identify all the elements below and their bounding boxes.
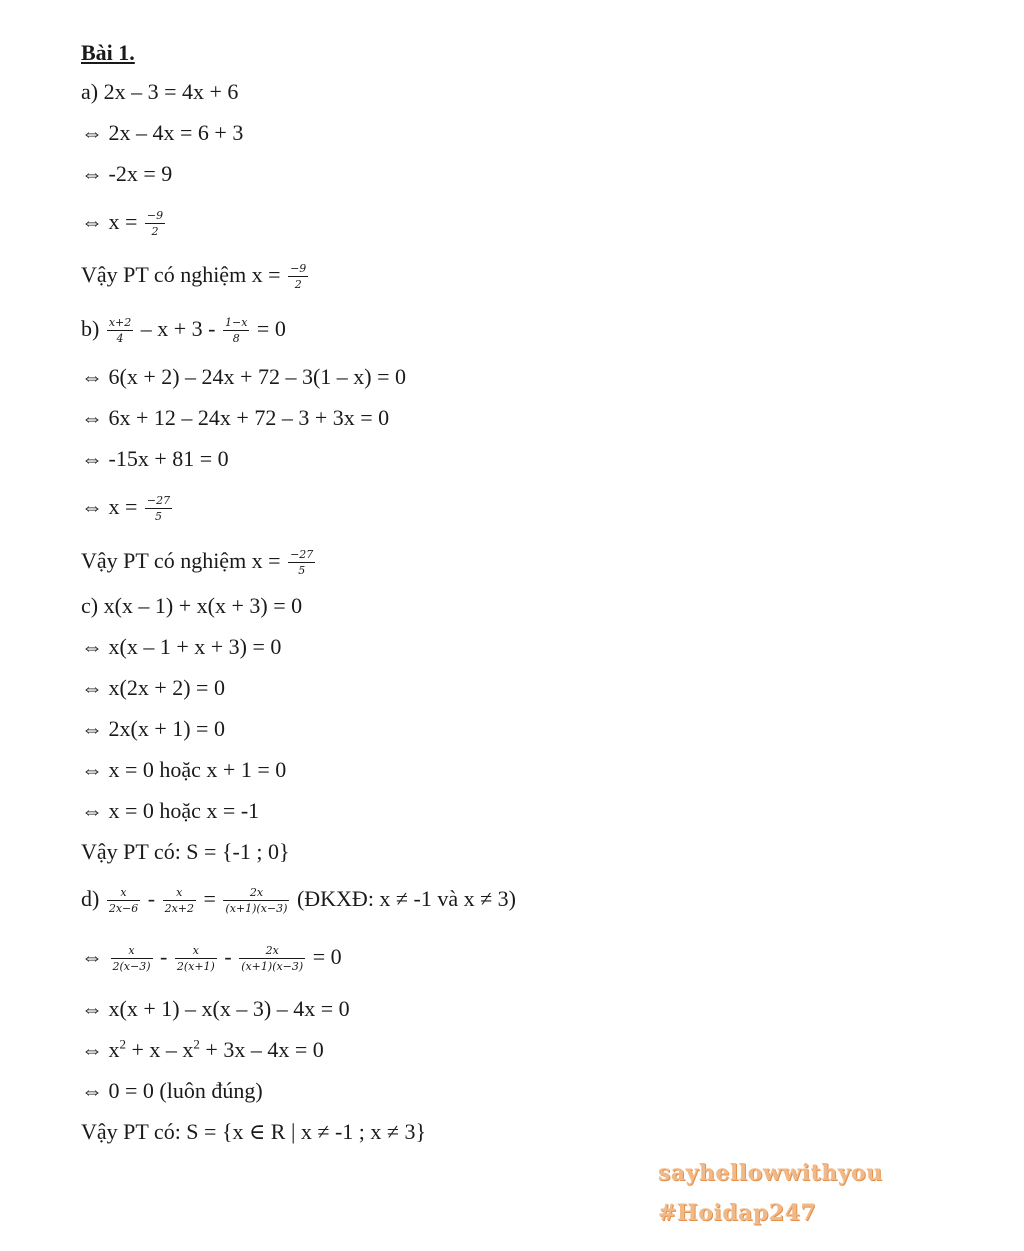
text: + x – x [126,1037,194,1062]
fraction [175,944,217,973]
numerator: x [175,944,217,959]
numerator: x [111,944,153,959]
watermark-line-1: sayhellowwithyou [658,1160,883,1186]
part-c-step-4: ⇔ x = 0 hoặc x + 1 = 0 [81,757,287,782]
fraction [107,316,133,345]
exercise-title: Bài 1. [81,40,135,65]
fraction [223,316,249,345]
text: - [154,944,173,969]
part-c-conclusion: Vậy PT có: S = {-1 ; 0} [81,839,290,864]
part-a-step-3 [81,209,167,238]
part-d-step-1 [81,944,342,973]
part-c-step-1: ⇔ x(x – 1 + x + 3) = 0 [81,634,282,659]
text: + 3x – 4x = 0 [199,1037,324,1062]
denominator: (x+1)(x−3) [241,960,304,974]
numerator: 1−x [224,316,248,330]
text: ⇔ [81,944,109,969]
part-b-step-4 [81,494,174,523]
numerator: −9 [290,262,307,276]
exponent: 2 [119,1036,126,1052]
text: ⇔ x = [81,494,143,519]
exponent: 2 [193,1036,200,1052]
numerator: x [163,886,196,901]
text: – x + 3 - [135,316,221,341]
condition-text: (ĐKXĐ: x ≠ -1 và x ≠ 3) [291,886,516,911]
fraction [145,209,165,238]
fraction [163,886,196,915]
text: = 0 [251,316,286,341]
part-a-conclusion [81,262,310,291]
part-b-step-1: ⇔ 6(x + 2) – 24x + 72 – 3(1 – x) = 0 [81,364,407,389]
fraction [145,494,172,523]
denominator: 2 [294,278,302,292]
text: - [142,886,161,911]
part-a-equation: a) 2x – 3 = 4x + 6 [81,79,239,104]
part-b-step-3: ⇔ -15x + 81 = 0 [81,446,229,471]
fraction [239,944,305,973]
denominator: 2(x−3) [112,960,151,974]
fraction [223,886,289,915]
text: Vậy PT có nghiệm x = [81,262,287,287]
text: ⇔ x [81,1037,120,1062]
part-b-conclusion [81,548,317,577]
numerator: −27 [290,548,314,562]
fraction [111,944,153,973]
text: = 0 [307,944,342,969]
denominator: (x+1)(x−3) [225,902,288,916]
denominator: 2x−6 [108,902,139,916]
denominator: 5 [298,564,306,578]
text: d) [81,886,105,911]
text: ⇔ x = [81,209,143,234]
numerator: x+2 [108,316,132,330]
part-d-conclusion: Vậy PT có: S = {x ∈ R | x ≠ -1 ; x ≠ 3} [81,1119,427,1144]
text: b) [81,316,105,341]
numerator: −9 [146,209,164,223]
text: = [198,886,222,911]
fraction [288,262,308,291]
part-a-step-1: ⇔ 2x – 4x = 6 + 3 [81,120,244,145]
numerator: 2x [223,886,289,901]
fraction [288,548,315,577]
denominator: 2x+2 [164,902,194,916]
numerator: −27 [146,494,171,508]
part-b-equation [81,316,286,345]
part-c-step-3: ⇔ 2x(x + 1) = 0 [81,716,225,741]
part-c-equation: c) x(x – 1) + x(x + 3) = 0 [81,593,303,618]
fraction [107,886,140,915]
part-d-equation [81,886,516,915]
part-d-step-2: ⇔ x(x + 1) – x(x – 3) – 4x = 0 [81,996,350,1021]
watermark-line-2: #Hoidap247 [658,1200,817,1226]
denominator: 2(x+1) [176,960,215,974]
text: Vậy PT có nghiệm x = [81,548,287,573]
part-d-step-3 [81,1037,324,1063]
text: - [218,944,238,969]
denominator: 4 [116,332,124,346]
denominator: 2 [151,225,159,239]
denominator: 8 [232,332,240,346]
part-a-step-2: ⇔ -2x = 9 [81,161,173,186]
numerator: 2x [239,944,305,959]
part-c-step-2: ⇔ x(2x + 2) = 0 [81,675,225,700]
part-d-step-4: ⇔ 0 = 0 (luôn đúng) [81,1078,263,1103]
part-b-step-2: ⇔ 6x + 12 – 24x + 72 – 3 + 3x = 0 [81,405,390,430]
numerator: x [107,886,140,901]
denominator: 5 [155,510,163,524]
part-c-step-5: ⇔ x = 0 hoặc x = -1 [81,798,260,823]
